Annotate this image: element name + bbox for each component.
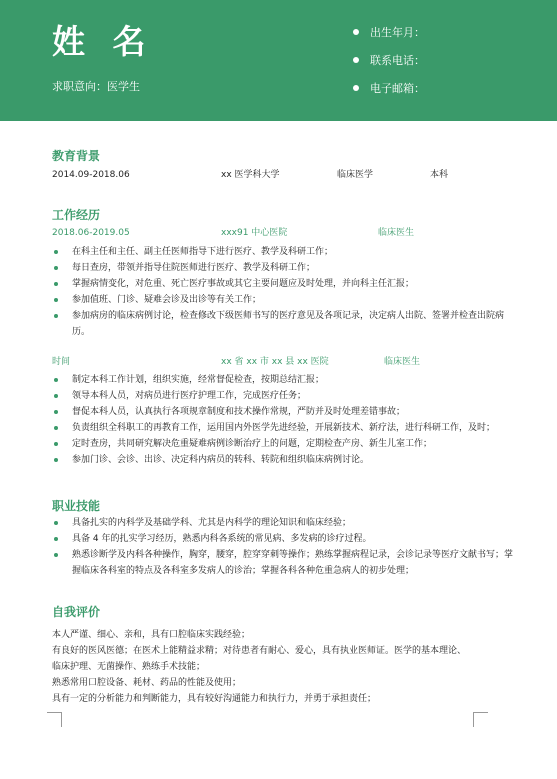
- list-item: [52, 244, 514, 260]
- list-item-text: 领导本科人员，对病员进行医疗护理工作，完成医疗任务；: [72, 391, 307, 401]
- list-item-text: 在科主任和主任、副主任医师指导下进行医疗、教学及科研工作；: [72, 247, 334, 257]
- list-item-text: 每日查房，带领并指导住院医师进行医疗、教学及科研工作；: [72, 263, 316, 273]
- bullet-icon: [54, 378, 58, 382]
- bullet-icon: [54, 521, 58, 525]
- list-item-text: 督促本科人员，认真执行各项规章制度和技术操作常规，严防并及时处理差错事故；: [72, 407, 406, 417]
- bullet-icon: [54, 298, 58, 302]
- bullet-icon: [353, 57, 359, 63]
- crop-mark-left: [47, 712, 62, 727]
- list-item: [52, 531, 514, 547]
- job2-date: 时间: [52, 357, 71, 367]
- list-item: [52, 404, 514, 420]
- list-item: [52, 547, 514, 579]
- job1-duties: [52, 244, 514, 340]
- list-item-text: 具备 4 年的扎实学习经历，熟悉内科各系统的常见病、多发病的诊疗过程。: [72, 534, 372, 544]
- list-item: [52, 276, 514, 292]
- candidate-name: 姓 名: [52, 22, 154, 61]
- list-item-text: 参加门诊、会诊、出诊、决定科内病员的转科、转院和组织临床病例讨论。: [72, 455, 370, 465]
- list-item-text: 熟悉诊断学及内科各种操作，胸穿，腰穿，腔穿穿刺等操作；熟练掌握病程记录，会诊记录等医疗文献书写；掌握临床各科室的特点及各科室多发病人的诊治；掌握各科各种危重急病人的初步处理；: [72, 550, 514, 576]
- list-item: [52, 308, 514, 340]
- self-eval-line: 熟悉常用口腔设备、耗材、药品的性能及使用；: [52, 678, 242, 688]
- education-school: xx 医学科大学: [221, 170, 280, 180]
- crop-mark-right: [473, 712, 488, 727]
- education-title: 教育背景: [52, 149, 101, 163]
- list-item-text: 具备扎实的内科学及基础学科、尤其是内科学的理论知识和临床经验；: [72, 518, 352, 528]
- self-eval-title: 自我评价: [52, 605, 101, 619]
- list-item: [52, 260, 514, 276]
- contact-birth: 出生年月：: [353, 26, 425, 40]
- self-eval-line: 临床护理、无菌操作、熟练手术技能；: [52, 662, 206, 672]
- bullet-icon: [54, 442, 58, 446]
- bullet-icon: [54, 537, 58, 541]
- job1-position: 临床医生: [378, 228, 415, 238]
- list-item-text: 制定本科工作计划，组织实施，经常督促检查，按期总结汇报；: [72, 375, 325, 385]
- education-degree: 本科: [430, 170, 449, 180]
- skills-title: 职业技能: [52, 499, 101, 513]
- list-item: [52, 388, 514, 404]
- self-eval-line: 有良好的医风医德；在医术上能精益求精；对待患者有耐心、爱心，具有执业医师证。医学的基本理论、: [52, 646, 467, 656]
- self-eval-text: [52, 627, 514, 707]
- job-intent: 求职意向：医学生: [52, 80, 140, 93]
- list-item: [52, 452, 514, 468]
- skills-list: [52, 515, 514, 579]
- contact-email: 电子邮箱：: [353, 82, 425, 96]
- job2-position: 临床医生: [384, 357, 421, 367]
- resume-header: [0, 0, 557, 121]
- list-item-text: 掌握病情变化，对危重、死亡医疗事故或其它主要问题应及时处理，并向科主任汇报；: [72, 279, 415, 289]
- bullet-icon: [54, 266, 58, 270]
- bullet-icon: [54, 410, 58, 414]
- list-item-text: 负责组织全科职工的再教育工作，运用国内外医学先进经验，开展新技术、新疗法，进行科研工作，及时；: [72, 423, 496, 433]
- job2-org: xx 省 xx 市 xx 县 xx 医院: [221, 357, 329, 367]
- list-item-text: 参加值班、门诊、疑难会诊及出诊等有关工作；: [72, 295, 262, 305]
- list-item: [52, 515, 514, 531]
- list-item: [52, 372, 514, 388]
- work-title: 工作经历: [52, 208, 101, 222]
- education-major: 临床医学: [337, 170, 374, 180]
- bullet-icon: [54, 458, 58, 462]
- job1-org: xxx91 中心医院: [221, 228, 288, 238]
- job2-duties: [52, 372, 514, 468]
- list-item: [52, 292, 514, 308]
- list-item: [52, 436, 514, 452]
- job1-date: 2018.06-2019.05: [52, 228, 130, 238]
- bullet-icon: [54, 426, 58, 430]
- bullet-icon: [54, 250, 58, 254]
- bullet-icon: [54, 394, 58, 398]
- bullet-icon: [353, 29, 359, 35]
- bullet-icon: [353, 85, 359, 91]
- list-item: [52, 420, 514, 436]
- bullet-icon: [54, 553, 58, 557]
- education-date: 2014.09-2018.06: [52, 170, 130, 180]
- self-eval-line: 本人严谨、细心、亲和，具有口腔临床实践经验；: [52, 630, 251, 640]
- list-item-text: 定时查房，共同研究解决危重疑难病例诊断治疗上的问题，定期检查产房、新生儿室工作；: [72, 439, 433, 449]
- bullet-icon: [54, 314, 58, 318]
- contact-phone: 联系电话：: [353, 54, 425, 68]
- list-item-text: 参加病房的临床病例讨论，检查修改下级医师书写的医疗意见及各项记录，决定病人出院、签署并检查出院病历。: [72, 311, 505, 337]
- self-eval-line: 具有一定的分析能力和判断能力，具有较好沟通能力和执行力，并勇于承担责任；: [52, 694, 377, 704]
- bullet-icon: [54, 282, 58, 286]
